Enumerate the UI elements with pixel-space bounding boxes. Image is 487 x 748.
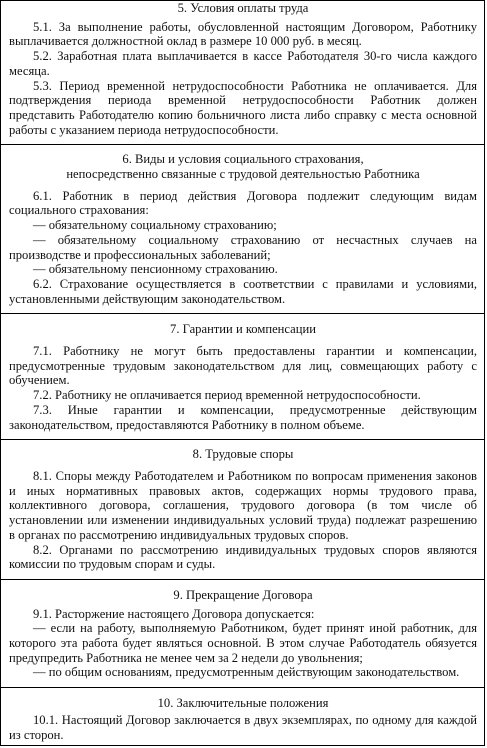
section-title: 9. Прекращение Договора (173, 587, 313, 602)
section-title: 7. Гарантии и компенсации (170, 322, 316, 337)
clause-8-1: 8.1. Споры между Работодателем и Работником по вопросам применения законов и иных нормативных правовых актов, содержащих нормы трудового права, коллективного договора, соглашения, трудового договора (в том числе об установлении или изменении индивидуальных условий труда) подлежат разрешению в органах по рассмотрению индивидуальных трудовых споров. (9, 468, 477, 542)
section-title-line: 6. Виды и условия социального страхования, (122, 152, 364, 167)
section-payment-terms (1, 1, 484, 145)
list-item: — по общим основаниям, предусмотренным действующим законодательством. (33, 665, 460, 680)
clause-7-3: 7.3. Иные гарантии и компенсации, предусмотренные действующим законодательством, предоставляются Работнику в полном объеме. (9, 402, 477, 432)
section-termination (1, 588, 484, 688)
clause-7-2: 7.2. Работнику не оплачивается период временной нетрудоспособности. (33, 388, 421, 403)
section-labor-disputes (1, 447, 484, 580)
section-title: 8. Трудовые споры (192, 447, 294, 462)
section-title (9, 152, 477, 181)
section-title: 10. Заключительные положения (157, 696, 329, 711)
list-item: — обязательному социальному страхованию от несчастных случаев на производстве и профессиональных заболеваний; (9, 232, 477, 262)
clause-6-2: 6.2. Страхование осуществляется в соответствии с правилами и условиями, установленными действующим законодательством. (9, 276, 477, 306)
section-social-insurance (1, 152, 484, 314)
clause-5-1: 5.1. За выполнение работы, обусловленной настоящим Договором, Работнику выплачивается должностной оклад в размере 10 000 руб. в месяц. (9, 19, 477, 49)
clause-9-1: 9.1. Расторжение настоящего Договора допускается: (33, 606, 315, 621)
clause-10-1: 10.1. Настоящий Договор заключается в двух экземплярах, по одному для каждой из сторон. (9, 712, 477, 742)
section-final-provisions (1, 696, 484, 742)
clause-5-2: 5.2. Заработная плата выплачивается в кассе Работодателя 30-го числа каждого месяца. (9, 49, 477, 78)
clause-7-1: 7.1. Работнику не могут быть предоставлены гарантии и компенсации, предусмотренные трудовым законодательством для лиц, совмещающих работу с обучением. (9, 344, 477, 388)
clause-8-2: 8.2. Органами по рассмотрению индивидуальных трудовых споров являются комиссии по трудовым спорам и суды. (9, 542, 477, 572)
section-guarantees (1, 322, 484, 440)
list-item: — обязательному социальному страхованию; (33, 218, 277, 233)
clause-5-3: 5.3. Период временной нетрудоспособности Работника не оплачивается. Для подтверждения периода временной нетрудоспособности Работник должен представить Работодателю копию больничного листа либо справку с места основной работы с указанием периода нетрудоспособности. (9, 78, 477, 137)
list-item: — если на работу, выполняемую Работником, будет принят иной работник, для которого эта работа будет являться основной. В этом случае Работодатель обязуется предупредить Работника не менее чем за 2 недели до увольнения; (9, 621, 477, 665)
section-title: 5. Условия оплаты труда (177, 1, 309, 15)
clause-6-1: 6.1. Работник в период действия Договора подлежит следующим видам социального страхования: (9, 188, 477, 218)
list-item: — обязательному пенсионному страхованию. (33, 262, 278, 277)
section-title-line: непосредственно связанные с трудовой деятельностью Работника (66, 167, 420, 182)
